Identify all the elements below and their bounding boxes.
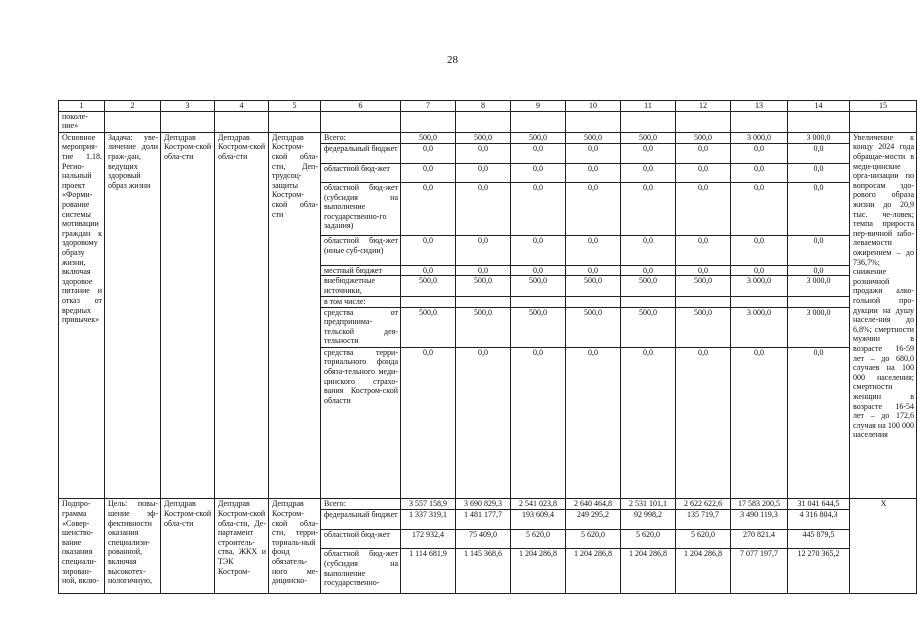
- amount-cell: 500,0: [401, 132, 456, 143]
- amount-cell: 0,0: [788, 143, 850, 163]
- column-number-1: 1: [59, 101, 105, 112]
- amount-cell: 500,0: [566, 276, 621, 296]
- amount-cell: 3 000,0: [788, 276, 850, 296]
- funding-source-label: областной бюд-жет: [321, 530, 401, 549]
- section1-c3-cell: Депздрав Костром-ской обла-сти: [161, 132, 215, 498]
- amount-cell: 500,0: [621, 307, 676, 347]
- section1-c1-cell: Основное мероприя-тие 1.18. Регио-нальный проект «Форми-рование системы мотивации граждан к здоровому образу жизни, включая здоровое питание и отказ от вредных привычек»: [59, 132, 105, 498]
- amount-cell: [731, 296, 788, 307]
- section2-row: [59, 499, 917, 510]
- amount-cell: 500,0: [511, 307, 566, 347]
- section1-c4-cell: Депздрав Костром-ской обла-сти: [215, 132, 269, 498]
- amount-cell: [676, 296, 731, 307]
- amount-cell: 0,0: [621, 143, 676, 163]
- budget-table: [58, 100, 917, 594]
- amount-cell: 1 337 319,1: [401, 510, 456, 530]
- amount-cell: 5 620,0: [621, 530, 676, 549]
- amount-cell: 0,0: [621, 347, 676, 498]
- amount-cell: 1 204 286,8: [511, 549, 566, 594]
- amount-cell: 2 622 622,6: [676, 499, 731, 510]
- amount-cell: 500,0: [566, 132, 621, 143]
- amount-cell: [456, 296, 511, 307]
- amount-cell: 0,0: [788, 265, 850, 276]
- funding-source-label: федеральный бюджет: [321, 510, 401, 530]
- funding-source-label: областной бюд-жет (субсидия на выполнение государственно-го задания): [321, 182, 401, 236]
- amount-cell: 0,0: [401, 236, 456, 265]
- continuation-row: [59, 111, 917, 132]
- amount-cell: 3 000,0: [788, 307, 850, 347]
- amount-cell: 500,0: [401, 276, 456, 296]
- header-row: [59, 101, 917, 112]
- page-number: 28: [447, 54, 458, 66]
- section2-c2-cell: Цель: повы-шение эф-фективности оказания специализи-рованной, включая высокотех-нологичную,: [105, 499, 161, 594]
- amount-cell: 0,0: [731, 265, 788, 276]
- amount-cell: 0,0: [511, 236, 566, 265]
- amount-cell: 500,0: [456, 307, 511, 347]
- column-number-3: 3: [161, 101, 215, 112]
- amount-cell: 500,0: [401, 307, 456, 347]
- amount-cell: 3 000,0: [731, 307, 788, 347]
- amount-cell: 0,0: [566, 143, 621, 163]
- amount-cell: 500,0: [511, 276, 566, 296]
- section1-c2-cell: Задача: уве-личение доли граж-дан, ведущих здоровый образ жизни: [105, 132, 161, 498]
- amount-cell: 2 640 464,8: [566, 499, 621, 510]
- amount-cell: 12 270 365,2: [788, 549, 850, 594]
- column-number-8: 8: [456, 101, 511, 112]
- amount-cell: 0,0: [511, 143, 566, 163]
- amount-cell: [566, 296, 621, 307]
- amount-cell: 0,0: [788, 163, 850, 182]
- amount-cell: 0,0: [788, 182, 850, 236]
- funding-source-label: Всего:: [321, 499, 401, 510]
- section2-expected-result-cell: Х: [850, 499, 917, 594]
- amount-cell: [621, 296, 676, 307]
- amount-cell: [788, 296, 850, 307]
- amount-cell: 31 041 644,5: [788, 499, 850, 510]
- amount-cell: 500,0: [676, 307, 731, 347]
- amount-cell: 500,0: [456, 276, 511, 296]
- amount-cell: 193 609,4: [511, 510, 566, 530]
- amount-cell: 3 000,0: [731, 132, 788, 143]
- column-number-13: 13: [731, 101, 788, 112]
- section2-c4-cell: Депздрав Костром-ской обла-сти, Де-партамент строитель-ства, ЖКХ и ТЭК Костром-: [215, 499, 269, 594]
- amount-cell: 3 557 158,9: [401, 499, 456, 510]
- column-number-15: 15: [850, 101, 917, 112]
- amount-cell: 0,0: [511, 182, 566, 236]
- funding-source-label: областной бюд-жет (субсидия на выполнение государственно-: [321, 549, 401, 594]
- column-number-12: 12: [676, 101, 731, 112]
- funding-source-label: средства от предпринима-тельской дея-тельности: [321, 307, 401, 347]
- column-number-4: 4: [215, 101, 269, 112]
- amount-cell: 4 316 804,3: [788, 510, 850, 530]
- amount-cell: 0,0: [566, 347, 621, 498]
- amount-cell: 500,0: [566, 307, 621, 347]
- funding-source-label: федеральный бюджет: [321, 143, 401, 163]
- funding-source-label: местный бюджет: [321, 265, 401, 276]
- amount-cell: 500,0: [676, 276, 731, 296]
- amount-cell: 0,0: [456, 236, 511, 265]
- amount-cell: 7 077 197,7: [731, 549, 788, 594]
- amount-cell: 249 295,2: [566, 510, 621, 530]
- amount-cell: 0,0: [456, 347, 511, 498]
- table-body: [59, 101, 917, 594]
- amount-cell: 500,0: [621, 132, 676, 143]
- amount-cell: 0,0: [511, 163, 566, 182]
- amount-cell: 0,0: [788, 347, 850, 498]
- amount-cell: 0,0: [676, 163, 731, 182]
- amount-cell: [401, 296, 456, 307]
- amount-cell: 0,0: [621, 265, 676, 276]
- funding-source-label: внебюджетные источники,: [321, 276, 401, 296]
- amount-cell: 2 531 101,1: [621, 499, 676, 510]
- amount-cell: 172 932,4: [401, 530, 456, 549]
- amount-cell: 0,0: [731, 143, 788, 163]
- section2-c1-cell: Подпро-грамма «Совер-шенство-вание оказания специали-зирован-ной, вклю-: [59, 499, 105, 594]
- amount-cell: 1 204 286,8: [676, 549, 731, 594]
- amount-cell: 0,0: [731, 347, 788, 498]
- column-number-7: 7: [401, 101, 456, 112]
- funding-source-label: средства терри-ториального фонда обяза-тельного меди-цинского страхо-вания Костром-ской области: [321, 347, 401, 498]
- amount-cell: 0,0: [401, 182, 456, 236]
- amount-cell: 0,0: [456, 143, 511, 163]
- column-number-10: 10: [566, 101, 621, 112]
- section2-c3-cell: Депздрав Костром-ской обла-сти: [161, 499, 215, 594]
- amount-cell: 1 481 177,7: [456, 510, 511, 530]
- amount-cell: 5 620,0: [676, 530, 731, 549]
- funding-source-label: областной бюд-жет: [321, 163, 401, 182]
- amount-cell: 500,0: [511, 132, 566, 143]
- amount-cell: 3 000,0: [731, 276, 788, 296]
- funding-source-label: Всего:: [321, 132, 401, 143]
- amount-cell: 0,0: [731, 182, 788, 236]
- section1-c5-cell: Депздрав Костром-ской обла-сти, Деп-трудсоц-защиты Костром-ской обла-сти: [269, 132, 321, 498]
- amount-cell: 500,0: [621, 276, 676, 296]
- amount-cell: 0,0: [401, 265, 456, 276]
- amount-cell: 3 690 829,3: [456, 499, 511, 510]
- amount-cell: 3 490 119,3: [731, 510, 788, 530]
- amount-cell: 0,0: [621, 182, 676, 236]
- amount-cell: 0,0: [676, 265, 731, 276]
- amount-cell: 500,0: [456, 132, 511, 143]
- continuation-cell: поколе-ние»: [59, 111, 105, 132]
- column-number-5: 5: [269, 101, 321, 112]
- amount-cell: 0,0: [676, 143, 731, 163]
- column-number-14: 14: [788, 101, 850, 112]
- amount-cell: 0,0: [731, 236, 788, 265]
- amount-cell: 5 620,0: [566, 530, 621, 549]
- funding-source-label: в том числе:: [321, 296, 401, 307]
- amount-cell: 270 821,4: [731, 530, 788, 549]
- amount-cell: 2 541 023,8: [511, 499, 566, 510]
- amount-cell: 0,0: [566, 265, 621, 276]
- amount-cell: 0,0: [788, 236, 850, 265]
- amount-cell: 0,0: [676, 347, 731, 498]
- amount-cell: 445 879,5: [788, 530, 850, 549]
- amount-cell: 500,0: [676, 132, 731, 143]
- amount-cell: [511, 296, 566, 307]
- column-number-11: 11: [621, 101, 676, 112]
- column-number-9: 9: [511, 101, 566, 112]
- amount-cell: 75 409,0: [456, 530, 511, 549]
- funding-source-label: областной бюд-жет (иные суб-сидии): [321, 236, 401, 265]
- amount-cell: 1 204 286,8: [566, 549, 621, 594]
- amount-cell: 1 204 286,8: [621, 549, 676, 594]
- amount-cell: 0,0: [456, 265, 511, 276]
- amount-cell: 0,0: [621, 163, 676, 182]
- section1-expected-result-cell: Увеличение к концу 2024 года обращае-мости в меди-цинские орга-низации по вопросам здо-рового образа жизни до 20,9 тыс. че-ловек; темпа прироста пер-вичной забо-леваемости ожирением – до 736,7%; снижение розничной продажи алко-гольной про-дукции на душу населе-ния до 6,8%; смертности мужчин в возрасте 16-59 лет – до 680,0 случаев на 100 000 населения; смертности женщин в возрасте 16-54 лет – до 172,6 случая на 100 000 населения: [850, 132, 917, 498]
- section2-c5-cell: Депздрав Костром-ской обла-сти, терри-ториаль-ный фонд обязатель-ного ме-дицинско-: [269, 499, 321, 594]
- amount-cell: 0,0: [676, 182, 731, 236]
- amount-cell: 0,0: [401, 163, 456, 182]
- amount-cell: 1 114 681,9: [401, 549, 456, 594]
- amount-cell: 0,0: [621, 236, 676, 265]
- amount-cell: 1 145 368,6: [456, 549, 511, 594]
- amount-cell: 0,0: [566, 163, 621, 182]
- amount-cell: 92 998,2: [621, 510, 676, 530]
- amount-cell: 0,0: [401, 347, 456, 498]
- amount-cell: 0,0: [676, 236, 731, 265]
- column-number-6: 6: [321, 101, 401, 112]
- amount-cell: 5 620,0: [511, 530, 566, 549]
- amount-cell: 0,0: [511, 347, 566, 498]
- amount-cell: 0,0: [566, 182, 621, 236]
- amount-cell: 17 583 200,5: [731, 499, 788, 510]
- amount-cell: 0,0: [456, 163, 511, 182]
- section1-row: [59, 132, 917, 143]
- amount-cell: 0,0: [401, 143, 456, 163]
- amount-cell: 0,0: [731, 163, 788, 182]
- amount-cell: 3 000,0: [788, 132, 850, 143]
- amount-cell: 135 719,7: [676, 510, 731, 530]
- amount-cell: 0,0: [566, 236, 621, 265]
- amount-cell: 0,0: [511, 265, 566, 276]
- column-number-2: 2: [105, 101, 161, 112]
- amount-cell: 0,0: [456, 182, 511, 236]
